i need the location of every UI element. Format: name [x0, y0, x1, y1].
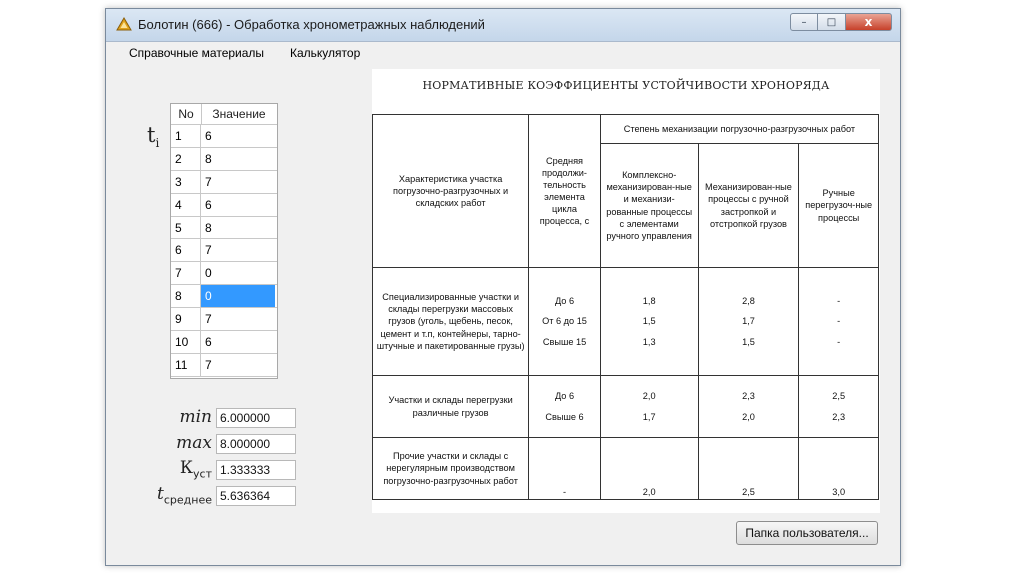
reference-manual-value: -	[837, 336, 841, 347]
table-head-row-1	[373, 115, 879, 144]
app-logo-icon	[116, 17, 132, 31]
head-mechanization-group: Степень механизации погрузочно-разгрузочных работ	[600, 115, 878, 144]
reference-duration-cell	[529, 268, 601, 376]
max-field[interactable]: 8.000000	[216, 434, 296, 454]
row-number-cell[interactable]: 10	[171, 331, 201, 353]
table-row[interactable]	[171, 262, 277, 285]
tavg-label-main: t	[157, 484, 164, 504]
reference-complex-value: 2,0	[642, 391, 656, 402]
row-number-cell[interactable]: 2	[171, 148, 201, 170]
table-row[interactable]	[171, 285, 277, 308]
reference-characteristic-cell: Прочие участки и склады с нерегулярным производством погрузочно-разгрузочных работ	[373, 438, 529, 500]
reference-characteristic-cell: Специализированные участки и склады перегрузки массовых грузов (уголь, щебень, песок, цемент и т.п, контейнеры, тарно-штучные и пакетированные грузы)	[373, 268, 529, 376]
row-number-cell[interactable]: 8	[171, 285, 201, 307]
row-value-cell[interactable]: 6	[205, 128, 212, 143]
reference-title: НОРМАТИВНЫЕ КОЭФФИЦИЕНТЫ УСТОЙЧИВОСТИ ХРОНОРЯДА	[422, 79, 830, 92]
minimize-button[interactable]	[790, 13, 818, 31]
kust-field[interactable]: 1.333333	[216, 460, 296, 480]
maximize-icon: □	[826, 16, 837, 28]
reference-duration-cell	[529, 376, 601, 438]
reference-mechanized-cell	[698, 376, 799, 438]
table-row[interactable]	[171, 125, 277, 148]
table-row[interactable]	[171, 217, 277, 240]
reference-row	[373, 438, 879, 500]
tavg-label	[120, 484, 212, 506]
row-number-cell[interactable]: 11	[171, 354, 201, 376]
reference-manual-value: -	[837, 316, 841, 327]
reference-complex-value: 1,8	[642, 296, 656, 307]
header-no[interactable]: No	[171, 104, 202, 124]
observations-label-main: t	[147, 123, 156, 147]
row-value-cell[interactable]: 7	[205, 357, 212, 372]
reference-complex-cell	[600, 376, 698, 438]
reference-mechanized-cell	[698, 438, 799, 500]
reference-duration-cell	[529, 438, 601, 500]
max-label: max	[176, 433, 212, 453]
reference-table	[372, 114, 879, 500]
min-field[interactable]: 6.000000	[216, 408, 296, 428]
head-complex: Комплексно-механизирован-ные и механизи-рованные процессы с элементами ручного управления	[600, 144, 698, 268]
reference-manual-value: -	[837, 296, 841, 307]
table-row[interactable]	[171, 148, 277, 171]
minimize-icon: –	[801, 16, 807, 28]
reference-duration-value: -	[562, 486, 567, 497]
reference-mechanized-cell	[698, 268, 799, 376]
observations-label	[147, 123, 159, 150]
reference-duration-value: Свыше 15	[542, 336, 587, 347]
row-value-cell[interactable]: 6	[205, 197, 212, 212]
reference-body	[373, 268, 879, 500]
reference-mechanized-value: 2,5	[742, 486, 755, 497]
row-number-cell[interactable]: 1	[171, 125, 201, 147]
reference-row	[373, 268, 879, 376]
grid-rows	[171, 125, 277, 377]
observations-label-sub: i	[155, 136, 160, 151]
table-row[interactable]	[171, 308, 277, 331]
kust-label-sub: уст	[193, 467, 212, 481]
row-number-cell[interactable]: 7	[171, 262, 201, 284]
user-folder-button[interactable]: Папка пользователя...	[736, 521, 878, 545]
reference-complex-value: 2,0	[642, 486, 656, 497]
tavg-field[interactable]: 5.636364	[216, 486, 296, 506]
row-number-cell[interactable]: 6	[171, 239, 201, 261]
window-title: Болотин (666) - Обработка хронометражных наблюдений	[138, 17, 485, 32]
row-value-cell[interactable]: 8	[205, 220, 212, 235]
row-value-cell[interactable]: 7	[205, 312, 212, 327]
head-mechanized: Механизирован-ные процессы с ручной застропкой и отстропкой грузов	[698, 144, 799, 268]
reference-manual-cell	[799, 268, 879, 376]
close-icon: x	[864, 15, 873, 29]
head-manual: Ручные перегрузоч-ные процессы	[799, 144, 879, 268]
reference-duration-value: До 6	[554, 296, 575, 307]
reference-duration-value: До 6	[554, 391, 575, 402]
reference-duration-value: Свыше 6	[545, 411, 584, 422]
row-value-cell[interactable]: 7	[205, 174, 212, 189]
row-number-cell[interactable]: 9	[171, 308, 201, 330]
reference-complex-cell	[600, 268, 698, 376]
row-value-cell[interactable]: 0	[201, 285, 275, 307]
row-value-cell[interactable]: 7	[205, 243, 212, 258]
reference-complex-cell	[600, 438, 698, 500]
table-row[interactable]	[171, 354, 277, 377]
reference-manual-value: 3,0	[832, 486, 846, 497]
grid-header	[171, 104, 277, 125]
main-window	[105, 8, 901, 566]
kust-label	[146, 458, 212, 480]
reference-complex-value: 1,3	[642, 336, 656, 347]
row-number-cell[interactable]: 5	[171, 217, 201, 239]
table-row[interactable]	[171, 331, 277, 354]
row-number-cell[interactable]: 3	[171, 171, 201, 193]
row-value-cell[interactable]: 6	[205, 334, 212, 349]
reference-row	[373, 376, 879, 438]
row-number-cell[interactable]: 4	[171, 194, 201, 216]
reference-mechanized-value: 2,0	[742, 411, 755, 422]
min-label: min	[179, 407, 212, 427]
row-value-cell[interactable]: 0	[205, 266, 212, 281]
reference-mechanized-value: 1,5	[742, 336, 755, 347]
title-bar[interactable]	[106, 9, 900, 42]
table-row[interactable]	[171, 171, 277, 194]
head-duration: Средняя продолжи-тельность элемента цикла процесса, с	[529, 115, 601, 268]
reference-manual-cell	[799, 376, 879, 438]
close-button[interactable]	[846, 13, 892, 31]
kust-label-main: К	[179, 458, 194, 478]
reference-complex-value: 1,5	[642, 316, 656, 327]
reference-manual-value: 2,5	[832, 391, 846, 402]
head-characteristic: Характеристика участка погрузочно-разгрузочных и складских работ	[373, 115, 529, 268]
observations-grid[interactable]	[170, 103, 278, 379]
header-value[interactable]: Значение	[212, 107, 266, 121]
menu-calculator[interactable]: Калькулятор	[290, 46, 361, 60]
maximize-button[interactable]	[818, 13, 846, 31]
reference-mechanized-value: 2,8	[742, 296, 755, 307]
row-value-cell[interactable]: 8	[205, 151, 212, 166]
menu-bar	[106, 42, 900, 64]
menu-reference-materials[interactable]: Справочные материалы	[129, 46, 265, 60]
reference-document	[372, 69, 880, 513]
reference-manual-cell	[799, 438, 879, 500]
tavg-label-sub: среднее	[163, 493, 212, 507]
reference-characteristic-cell: Участки и склады перегрузки различные грузов	[373, 376, 529, 438]
reference-manual-value: 2,3	[832, 411, 846, 422]
table-row[interactable]	[171, 239, 277, 262]
reference-mechanized-value: 2,3	[742, 391, 755, 402]
reference-mechanized-value: 1,7	[742, 316, 755, 327]
reference-complex-value: 1,7	[642, 411, 656, 422]
reference-duration-value: От 6 до 15	[542, 316, 587, 327]
table-row[interactable]	[171, 194, 277, 217]
